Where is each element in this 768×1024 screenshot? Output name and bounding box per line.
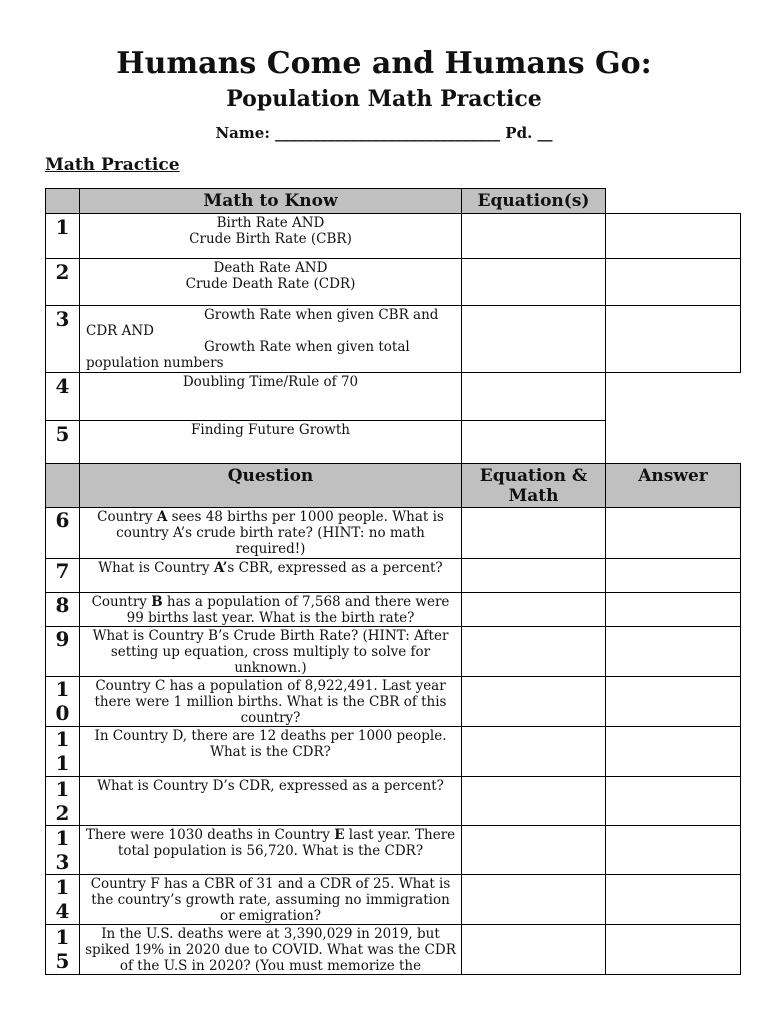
t2-row7-number: 7 [45, 558, 80, 593]
t1-row2-number: 2 [45, 258, 80, 306]
question-text: There were 1030 deaths in Country [85, 827, 335, 843]
t1-row3-line4: population numbers [86, 355, 224, 371]
t2-row10-number: 1 0 [45, 676, 80, 727]
t2-row13-number: 1 3 [45, 825, 80, 875]
t2-row15-number: 1 5 [45, 924, 80, 975]
t1-row1-topic [79, 213, 462, 259]
t2-row14-answer-cell[interactable] [605, 874, 741, 925]
t1-row2-line2: Crude Death Rate (CDR) [185, 276, 356, 292]
t2-row12-equation-cell[interactable] [461, 776, 606, 826]
section-title: Math Practice [45, 155, 180, 175]
t2-row8-question [79, 592, 462, 627]
t2-row7-equation-cell[interactable] [461, 558, 606, 593]
t2-row15-answer-cell[interactable] [605, 924, 741, 975]
t1-row1-line1: Birth Rate AND [216, 215, 325, 231]
question-text: Country C has a population of 8,922,491. Last year there were 1 million births. What is the CBR of this country? [94, 678, 447, 726]
t2-header-answer: Answer [605, 463, 741, 508]
t2-row13-equation-cell[interactable] [461, 825, 606, 875]
t2-row11-answer-cell[interactable] [605, 726, 741, 777]
t2-header-question: Question [79, 463, 462, 508]
question-emphasis: A [156, 509, 168, 525]
t2-row7-answer-cell[interactable] [605, 558, 741, 593]
question-text: Country [97, 509, 157, 525]
t2-row14-question [79, 874, 462, 925]
t2-row11-number: 1 1 [45, 726, 80, 777]
t2-row15-question [79, 924, 462, 975]
t2-row12-number: 1 2 [45, 776, 80, 826]
t2-row12-answer-cell[interactable] [605, 776, 741, 826]
t1-row3-number: 3 [45, 305, 80, 373]
t1-header-math: Math to Know [79, 188, 462, 214]
t1-row2-equation-cell[interactable] [461, 258, 606, 306]
t2-row7-question [79, 558, 462, 593]
t2-row10-question [79, 676, 462, 727]
t2-row13-question [79, 825, 462, 875]
question-emphasis: B [151, 594, 163, 610]
t1-row3-line2: CDR AND [86, 323, 154, 339]
question-emphasis: A’ [213, 560, 228, 576]
question-text-rest: has a population of 7,568 and there were 99 births last year. What is the birth rate? [126, 594, 450, 626]
t2-row10-equation-cell[interactable] [461, 676, 606, 727]
question-emphasis: E [334, 827, 345, 843]
question-text: In the U.S. deaths were at 3,390,029 in 2019, but spiked 19% in 2020 due to COVID. What was the CDR of the U.S in 2020? (You must memorize the [85, 926, 456, 974]
t1-row4-line1: Doubling Time/Rule of 70 [182, 374, 359, 390]
question-text: In Country D, there are 12 deaths per 1000 people. What is the CDR? [94, 728, 447, 760]
t2-row9-equation-cell[interactable] [461, 626, 606, 677]
t2-row6-answer-cell[interactable] [605, 507, 741, 559]
t1-header-blank [45, 188, 80, 214]
question-text-rest: s CBR, expressed as a percent? [227, 560, 443, 576]
t2-row8-number: 8 [45, 592, 80, 627]
t2-row10-answer-cell[interactable] [605, 676, 741, 727]
t1-row3-extra-cell[interactable] [605, 305, 741, 373]
t2-row12-question [79, 776, 462, 826]
question-text: Country F has a CBR of 31 and a CDR of 25. What is the country’s growth rate, assuming no immigration or emigration? [90, 876, 451, 924]
t2-row8-equation-cell[interactable] [461, 592, 606, 627]
question-text: What is Country [98, 560, 214, 576]
question-text-rest: sees 48 births per 1000 people. What is country A’s crude birth rate? (HINT: no math required!) [116, 509, 444, 557]
t1-row5-equation-cell[interactable] [461, 420, 606, 464]
t1-row5-line1: Finding Future Growth [191, 422, 350, 438]
t2-row6-question [79, 507, 462, 559]
t1-row3-topic [79, 305, 462, 373]
question-text: What is Country B’s Crude Birth Rate? (HINT: After setting up equation, cross multiply to solve for unknown.) [92, 628, 449, 676]
t1-row5-number: 5 [45, 420, 80, 464]
question-text: Country [91, 594, 152, 610]
t2-row6-equation-cell[interactable] [461, 507, 606, 559]
t2-row9-number: 9 [45, 626, 80, 677]
t2-row8-answer-cell[interactable] [605, 592, 741, 627]
t2-row15-equation-cell[interactable] [461, 924, 606, 975]
t1-row1-number: 1 [45, 213, 80, 259]
t1-row1-extra-cell[interactable] [605, 213, 741, 259]
t1-row2-topic [79, 258, 462, 306]
t1-row3-line1: Growth Rate when given CBR and [204, 307, 439, 323]
t1-row1-equation-cell[interactable] [461, 213, 606, 259]
question-text: What is Country D’s CDR, expressed as a percent? [97, 778, 444, 794]
t1-header-equations: Equation(s) [461, 188, 606, 214]
t1-row3-line3: Growth Rate when given total [204, 339, 410, 355]
t2-row13-answer-cell[interactable] [605, 825, 741, 875]
t2-row6-number: 6 [45, 507, 80, 559]
t1-row1-line2: Crude Birth Rate (CBR) [189, 231, 352, 247]
t1-row2-line1: Death Rate AND [213, 260, 328, 276]
page-title: Humans Come and Humans Go: [116, 46, 652, 81]
t1-row4-equation-cell[interactable] [461, 372, 606, 421]
t1-row3-equation-cell[interactable] [461, 305, 606, 373]
t2-header-blank [45, 463, 80, 508]
t2-header-equation-math: Equation & Math [461, 463, 606, 508]
t2-row11-equation-cell[interactable] [461, 726, 606, 777]
t2-row9-question [79, 626, 462, 677]
t1-row2-extra-cell[interactable] [605, 258, 741, 306]
page-subtitle: Population Math Practice [226, 86, 542, 112]
question-text-rest: last year. There total population is 56,720. What is the CDR? [117, 827, 456, 859]
t2-row14-number: 1 4 [45, 874, 80, 925]
name-period-line: Name: ______________________________ Pd. __ [215, 124, 553, 142]
t1-row5-topic [79, 420, 462, 464]
t2-row9-answer-cell[interactable] [605, 626, 741, 677]
t1-row4-number: 4 [45, 372, 80, 421]
t2-row11-question [79, 726, 462, 777]
t1-row4-topic [79, 372, 462, 421]
t2-row14-equation-cell[interactable] [461, 874, 606, 925]
